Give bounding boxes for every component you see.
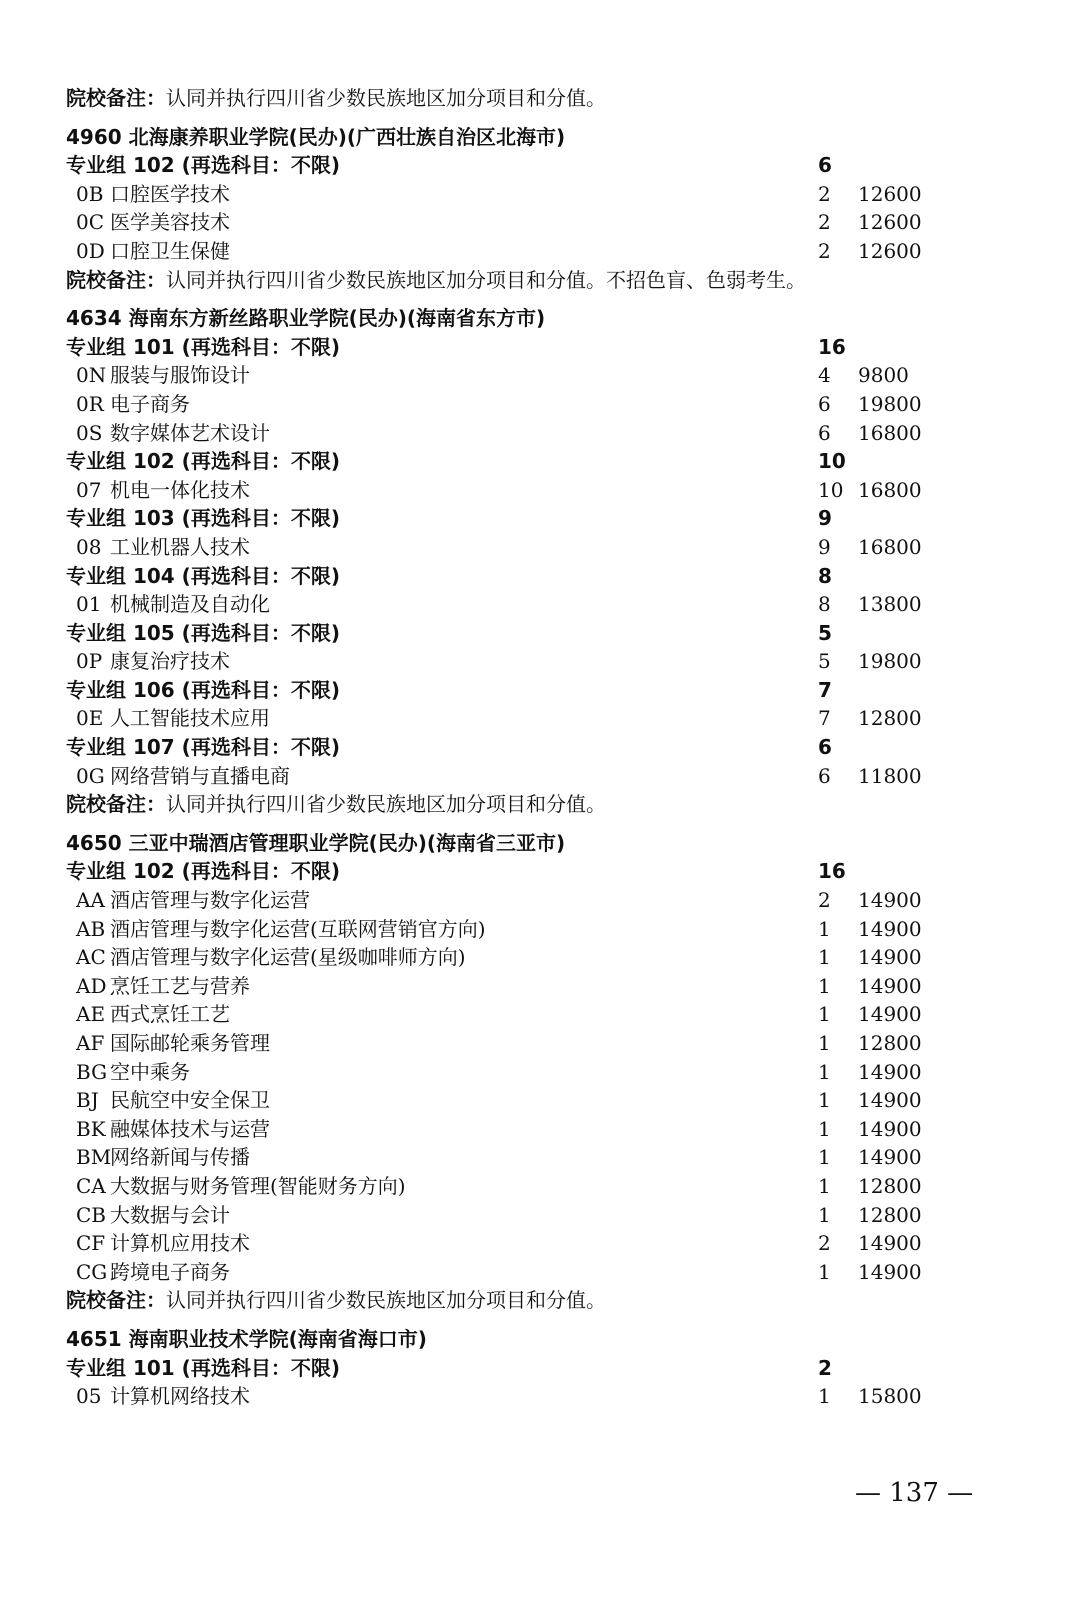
- major-row: [66, 590, 1026, 619]
- major-tuition: 12800: [858, 706, 922, 731]
- group-label: 专业组 102 (再选科目：不限): [66, 153, 340, 178]
- major-name: 大数据与财务管理(智能财务方向): [110, 1173, 406, 1198]
- major-group-row: [66, 733, 1026, 762]
- major-name: 国际邮轮乘务管理: [110, 1031, 270, 1055]
- major-code: BJ: [76, 1088, 99, 1113]
- major-code: CA: [76, 1173, 106, 1198]
- note-label: 院校备注：: [66, 86, 166, 110]
- major-name: 融媒体技术与运营: [110, 1116, 270, 1141]
- major-name: 计算机应用技术: [110, 1231, 250, 1256]
- group-label: 专业组 103 (再选科目：不限): [66, 506, 340, 531]
- major-plan-count: 6: [818, 391, 831, 416]
- major-plan-count: 1: [818, 1088, 831, 1113]
- note-label: 院校备注：: [66, 267, 166, 292]
- major-name: 酒店管理与数字化运营(星级咖啡师方向): [110, 945, 466, 970]
- note-label: 院校备注：: [66, 1288, 166, 1313]
- major-name: 酒店管理与数字化运营(互联网营销官方向): [110, 916, 486, 941]
- major-row: [66, 1382, 1026, 1411]
- major-tuition: 14900: [858, 1259, 922, 1284]
- major-name: 机电一体化技术: [110, 477, 250, 502]
- major-code: CF: [76, 1231, 106, 1256]
- group-label: 专业组 102 (再选科目：不限): [66, 449, 340, 474]
- major-tuition: 16800: [858, 534, 922, 559]
- major-row: [66, 1115, 1026, 1144]
- major-row: [66, 1000, 1026, 1029]
- major-tuition: 14900: [858, 1116, 922, 1141]
- major-plan-count: 2: [818, 238, 831, 263]
- major-code: 05: [76, 1384, 102, 1409]
- major-tuition: 19800: [858, 391, 922, 416]
- major-tuition: 14900: [858, 916, 922, 941]
- major-name: 空中乘务: [110, 1059, 190, 1084]
- major-code: 0D: [76, 238, 105, 263]
- page-number: — 137 —: [855, 1478, 974, 1508]
- group-label: 专业组 106 (再选科目：不限): [66, 677, 340, 702]
- major-row: [66, 915, 1026, 944]
- major-plan-count: 1: [818, 973, 831, 998]
- major-row: [66, 762, 1026, 791]
- major-plan-count: 1: [818, 1202, 831, 1227]
- major-code: AB: [76, 916, 106, 941]
- school-title: 4650 三亚中瑞酒店管理职业学院(民办)(海南省三亚市): [66, 830, 566, 855]
- note-text: 认同并执行四川省少数民族地区加分项目和分值。: [166, 792, 606, 817]
- major-name: 康复治疗技术: [110, 649, 230, 674]
- major-row: [66, 1201, 1026, 1230]
- major-code: CG: [76, 1259, 108, 1284]
- major-name: 数字媒体艺术设计: [110, 420, 270, 445]
- major-row: [66, 361, 1026, 390]
- major-row: [66, 1143, 1026, 1172]
- major-tuition: 15800: [858, 1384, 922, 1409]
- major-code: 0N: [76, 363, 107, 388]
- major-tuition: 12800: [858, 1173, 922, 1198]
- group-plan-count: 2: [818, 1355, 832, 1380]
- major-row: [66, 1258, 1026, 1287]
- major-row: [66, 886, 1026, 915]
- major-tuition: 14900: [858, 1002, 922, 1027]
- major-name: 服装与服饰设计: [110, 363, 250, 388]
- major-group-row: [66, 857, 1026, 886]
- group-label: 专业组 105 (再选科目：不限): [66, 620, 340, 645]
- major-name: 口腔医学技术: [110, 181, 230, 206]
- major-plan-count: 2: [818, 888, 831, 913]
- major-name: 网络营销与直播电商: [110, 763, 290, 788]
- group-label: 专业组 101 (再选科目：不限): [66, 1355, 340, 1380]
- major-group-row: [66, 333, 1026, 362]
- major-code: 0G: [76, 763, 105, 788]
- major-plan-count: 7: [818, 706, 831, 731]
- group-label: 专业组 104 (再选科目：不限): [66, 563, 340, 588]
- major-code: 0B: [76, 181, 104, 206]
- group-plan-count: 6: [818, 735, 832, 760]
- major-plan-count: 9: [818, 534, 831, 559]
- major-group-row: [66, 1354, 1026, 1383]
- school-block: [66, 123, 1026, 295]
- major-row: [66, 1029, 1026, 1058]
- major-row: [66, 943, 1026, 972]
- note-label: 院校备注：: [66, 792, 166, 817]
- major-tuition: 14900: [858, 1231, 922, 1256]
- major-plan-count: 2: [818, 210, 831, 235]
- major-tuition: 12800: [858, 1202, 922, 1227]
- major-plan-count: 5: [818, 649, 831, 674]
- school-title: 4651 海南职业技术学院(海南省海口市): [66, 1326, 427, 1351]
- major-row: [66, 1229, 1026, 1258]
- school-list: [66, 123, 1026, 1411]
- major-name: 民航空中安全保卫: [110, 1088, 270, 1113]
- major-tuition: 16800: [858, 477, 922, 502]
- major-code: BM: [76, 1145, 112, 1170]
- major-code: AF: [76, 1031, 105, 1055]
- major-plan-count: 8: [818, 592, 831, 617]
- note-text: 认同并执行四川省少数民族地区加分项目和分值。: [166, 1288, 606, 1313]
- major-row: [66, 208, 1026, 237]
- major-code: 0P: [76, 649, 103, 674]
- major-row: [66, 390, 1026, 419]
- school-title: 4634 海南东方新丝路职业学院(民办)(海南省东方市): [66, 306, 546, 331]
- school-block: [66, 829, 1026, 1315]
- major-code: 01: [76, 592, 102, 617]
- major-tuition: 14900: [858, 945, 922, 970]
- major-tuition: 14900: [858, 973, 922, 998]
- major-code: AA: [76, 888, 105, 913]
- major-name: 工业机器人技术: [110, 534, 250, 559]
- major-name: 大数据与会计: [110, 1202, 230, 1227]
- major-plan-count: 1: [818, 1173, 831, 1198]
- major-row: [66, 1086, 1026, 1115]
- major-name: 机械制造及自动化: [110, 592, 270, 617]
- major-plan-count: 10: [818, 477, 844, 502]
- major-group-row: [66, 504, 1026, 533]
- major-tuition: 12800: [858, 1031, 922, 1055]
- major-row: [66, 1172, 1026, 1201]
- major-code: AC: [76, 945, 106, 970]
- major-tuition: 12600: [858, 181, 922, 206]
- major-name: 人工智能技术应用: [110, 706, 270, 731]
- major-plan-count: 2: [818, 181, 831, 206]
- major-row: [66, 476, 1026, 505]
- document-page: [66, 84, 1026, 1411]
- major-code: 08: [76, 534, 102, 559]
- group-label: 专业组 101 (再选科目：不限): [66, 334, 340, 359]
- major-plan-count: 1: [818, 945, 831, 970]
- major-name: 跨境电子商务: [110, 1259, 230, 1284]
- major-group-row: [66, 562, 1026, 591]
- major-row: [66, 647, 1026, 676]
- major-name: 口腔卫生保健: [110, 238, 230, 263]
- major-name: 电子商务: [110, 391, 190, 416]
- major-plan-count: 2: [818, 1231, 831, 1256]
- major-code: BG: [76, 1059, 108, 1084]
- group-label: 专业组 107 (再选科目：不限): [66, 735, 340, 760]
- major-name: 烹饪工艺与营养: [110, 973, 250, 998]
- note-text: 认同并执行四川省少数民族地区加分项目和分值。: [166, 86, 606, 110]
- group-label: 专业组 102 (再选科目：不限): [66, 859, 340, 884]
- major-tuition: 14900: [858, 1088, 922, 1113]
- major-group-row: [66, 619, 1026, 648]
- major-code: 0S: [76, 420, 103, 445]
- school-block: [66, 1325, 1026, 1411]
- group-plan-count: 10: [818, 449, 846, 474]
- school-note: [66, 266, 1026, 295]
- note-text: 认同并执行四川省少数民族地区加分项目和分值。不招色盲、色弱考生。: [166, 267, 806, 292]
- school-title: 4960 北海康养职业学院(民办)(广西壮族自治区北海市): [66, 124, 566, 149]
- major-plan-count: 1: [818, 1031, 831, 1055]
- major-plan-count: 1: [818, 1145, 831, 1170]
- major-row: [66, 419, 1026, 448]
- major-tuition: 14900: [858, 1059, 922, 1084]
- major-tuition: 12600: [858, 238, 922, 263]
- major-plan-count: 1: [818, 1116, 831, 1141]
- major-code: 0E: [76, 706, 104, 731]
- major-plan-count: 6: [818, 763, 831, 788]
- major-plan-count: 1: [818, 1059, 831, 1084]
- group-plan-count: 16: [818, 334, 846, 359]
- major-code: BK: [76, 1116, 106, 1141]
- major-plan-count: 4: [818, 363, 831, 388]
- major-row: [66, 1058, 1026, 1087]
- major-plan-count: 1: [818, 1259, 831, 1284]
- school-block: [66, 304, 1026, 819]
- major-tuition: 9800: [858, 363, 909, 388]
- major-code: AD: [76, 973, 107, 998]
- major-name: 西式烹饪工艺: [110, 1002, 230, 1027]
- major-code: CB: [76, 1202, 106, 1227]
- group-plan-count: 7: [818, 677, 832, 702]
- major-name: 计算机网络技术: [110, 1384, 250, 1409]
- major-plan-count: 1: [818, 916, 831, 941]
- group-plan-count: 6: [818, 153, 832, 178]
- group-plan-count: 9: [818, 506, 832, 531]
- major-code: 0C: [76, 210, 105, 235]
- major-code: 0R: [76, 391, 104, 416]
- major-plan-count: 6: [818, 420, 831, 445]
- school-note: [66, 84, 1026, 113]
- major-row: [66, 237, 1026, 266]
- major-plan-count: 1: [818, 1384, 831, 1409]
- major-tuition: 11800: [858, 763, 922, 788]
- major-row: [66, 180, 1026, 209]
- major-row: [66, 704, 1026, 733]
- major-row: [66, 533, 1026, 562]
- group-plan-count: 16: [818, 859, 846, 884]
- major-row: [66, 972, 1026, 1001]
- major-code: AE: [76, 1002, 106, 1027]
- school-note: [66, 790, 1026, 819]
- school-note: [66, 1286, 1026, 1315]
- major-group-row: [66, 676, 1026, 705]
- major-name: 网络新闻与传播: [110, 1145, 250, 1170]
- major-tuition: 14900: [858, 1145, 922, 1170]
- major-code: 07: [76, 477, 102, 502]
- group-plan-count: 8: [818, 563, 832, 588]
- major-name: 医学美容技术: [110, 210, 230, 235]
- major-name: 酒店管理与数字化运营: [110, 888, 310, 913]
- major-group-row: [66, 447, 1026, 476]
- major-tuition: 14900: [858, 888, 922, 913]
- major-tuition: 12600: [858, 210, 922, 235]
- major-group-row: [66, 151, 1026, 180]
- major-tuition: 16800: [858, 420, 922, 445]
- group-plan-count: 5: [818, 620, 832, 645]
- major-tuition: 19800: [858, 649, 922, 674]
- major-tuition: 13800: [858, 592, 922, 617]
- major-plan-count: 1: [818, 1002, 831, 1027]
